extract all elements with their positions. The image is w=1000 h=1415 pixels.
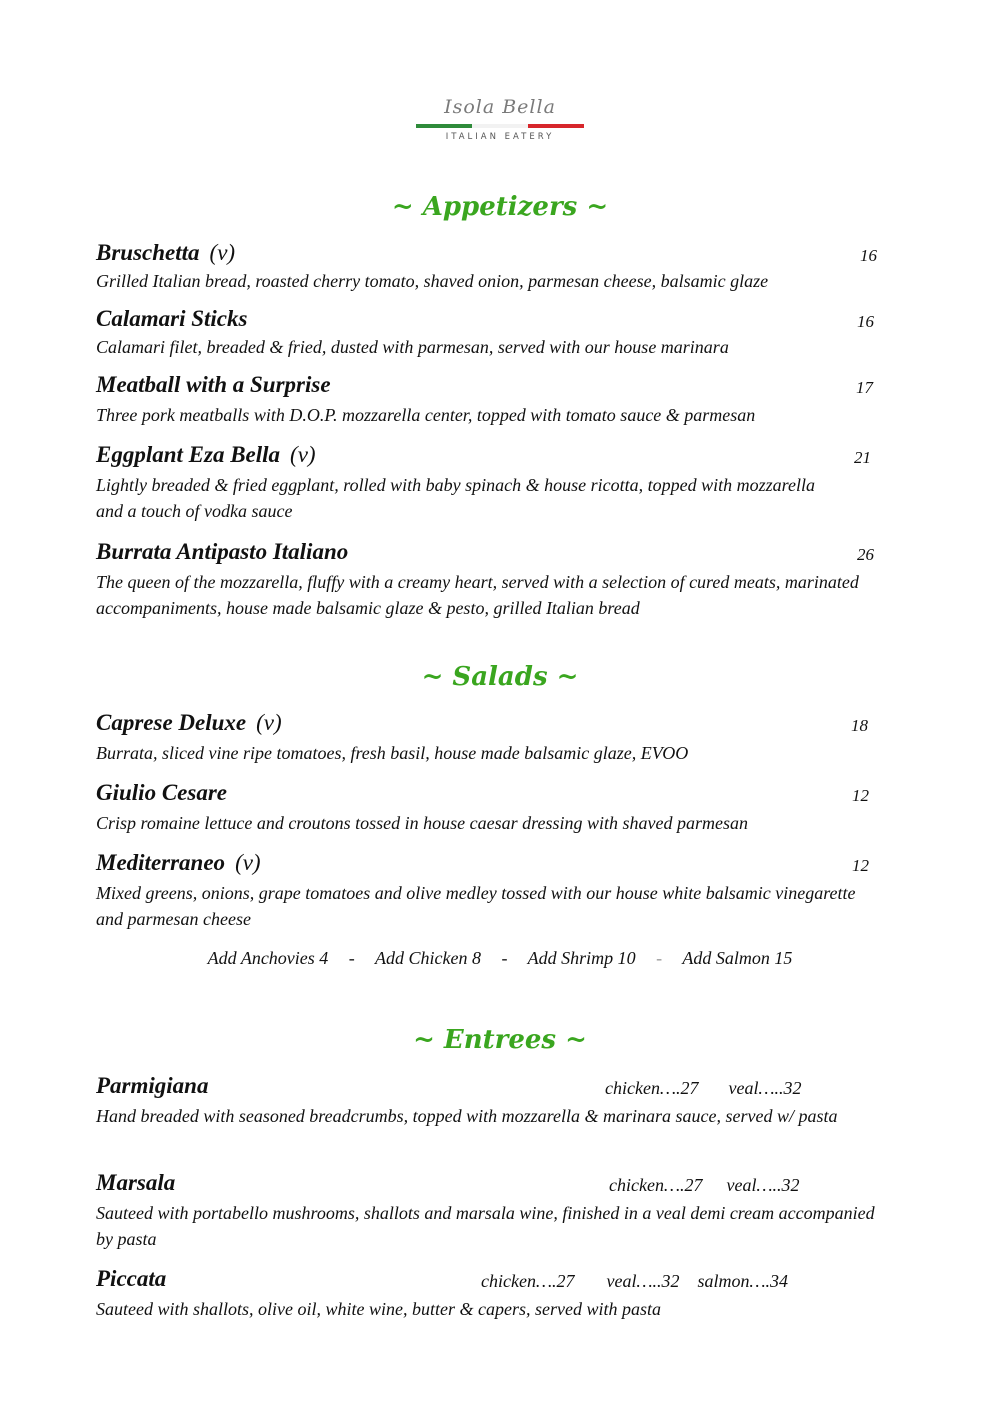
addon-anchovies: Add Anchovies 4: [207, 948, 329, 968]
option-chicken: chicken….27: [481, 1271, 575, 1291]
addon-separator: -: [656, 948, 663, 968]
menu-item-options: [605, 1078, 831, 1099]
menu-item-description: Hand breaded with seasoned breadcrumbs, topped with mozzarella & marinara sauce, served w/ pasta: [96, 1106, 838, 1126]
menu-item-description: Grilled Italian bread, roasted cherry tomato, shaved onion, parmesan cheese, balsamic glaze: [96, 271, 769, 291]
addon-salmon: Add Salmon 15: [682, 948, 793, 968]
menu-item-description: Calamari filet, breaded & fried, dusted with parmesan, served with our house marinara: [96, 337, 729, 357]
option-veal: veal…..32: [728, 1078, 802, 1098]
menu-item-price: 18: [851, 716, 868, 735]
flag-green-stripe: [416, 124, 472, 128]
menu-item-name: Piccata: [96, 1266, 167, 1291]
option-chicken: chicken….27: [609, 1175, 703, 1195]
menu-item-description: The queen of the mozzarella, fluffy with a creamy heart, served with a selection of cured meats, marinated accompaniments, house made balsamic glaze & pesto, grilled Italian bread: [96, 572, 859, 618]
entrees-heading: ~ Entrees ~: [413, 1025, 587, 1055]
menu-item-name: Burrata Antipasto Italiano: [96, 539, 349, 564]
menu-item-description: Sauteed with shallots, olive oil, white wine, butter & capers, served with pasta: [96, 1299, 661, 1319]
menu-item-description: Lightly breaded & fried eggplant, rolled with baby spinach & house ricotta, topped with mozzarella and a touch of vodka sauce: [96, 475, 815, 521]
addon-separator: -: [501, 948, 508, 968]
menu-item-price: 16: [857, 312, 874, 331]
menu-item-description: Sauteed with portabello mushrooms, shallots and marsala wine, finished in a veal demi cream accompanied by pasta: [96, 1203, 875, 1249]
menu-item-options: [609, 1175, 829, 1196]
menu-item-description: Crisp romaine lettuce and croutons tossed in house caesar dressing with shaved parmesan: [96, 813, 748, 833]
flag-red-stripe: [528, 124, 584, 128]
menu-item-name: Meatball with a Surprise: [96, 372, 331, 397]
menu-item-description: Mixed greens, onions, grape tomatoes and olive medley tossed with our house white balsamic vinegarette and parmesan cheese: [96, 883, 856, 929]
menu-item-price: 21: [854, 448, 871, 467]
addon-shrimp: Add Shrimp 10: [527, 948, 636, 968]
menu-item-name: Marsala: [96, 1170, 176, 1195]
menu-item-name: Giulio Cesare: [96, 780, 227, 805]
menu-item-price: 26: [857, 545, 874, 564]
menu-item-name: Parmigiana: [96, 1073, 209, 1098]
menu-item-price: 12: [852, 856, 869, 875]
addon-separator: -: [348, 948, 355, 968]
menu-item-name: Mediterraneo (v): [96, 850, 261, 875]
appetizers-heading: ~ Appetizers ~: [391, 192, 609, 222]
salad-addons: [0, 948, 1000, 969]
vegetarian-marker: (v): [209, 240, 236, 265]
menu-item-name: Calamari Sticks: [96, 306, 248, 331]
option-salmon: salmon….34: [697, 1271, 788, 1291]
flag-white-stripe: [472, 124, 528, 128]
vegetarian-marker: (v): [256, 710, 282, 735]
menu-item-price: 16: [860, 246, 877, 265]
vegetarian-marker: (v): [235, 850, 261, 875]
menu-item-description: Burrata, sliced vine ripe tomatoes, fresh basil, house made balsamic glaze, EVOO: [96, 743, 689, 763]
logo-script-text: Isola Bella: [444, 96, 556, 118]
option-veal: veal…..32: [606, 1271, 680, 1291]
logo-subtitle: ITALIAN EATERY: [445, 132, 555, 142]
salads-heading: ~ Salads ~: [421, 662, 579, 692]
restaurant-logo: [408, 96, 592, 152]
menu-item-price: 12: [852, 786, 869, 805]
menu-item-name: Eggplant Eza Bella (v): [96, 442, 316, 467]
vegetarian-marker: (v): [290, 442, 316, 467]
option-chicken: chicken….27: [605, 1078, 699, 1098]
menu-item-name: Caprese Deluxe (v): [96, 710, 282, 735]
addon-chicken: Add Chicken 8: [374, 948, 481, 968]
menu-item-description: Three pork meatballs with D.O.P. mozzarella center, topped with tomato sauce & parmesan: [96, 405, 756, 425]
menu-item-name: Bruschetta (v): [96, 240, 236, 265]
menu-item-options: [481, 1271, 788, 1292]
menu-item-price: 17: [856, 378, 873, 397]
option-veal: veal…..32: [726, 1175, 800, 1195]
